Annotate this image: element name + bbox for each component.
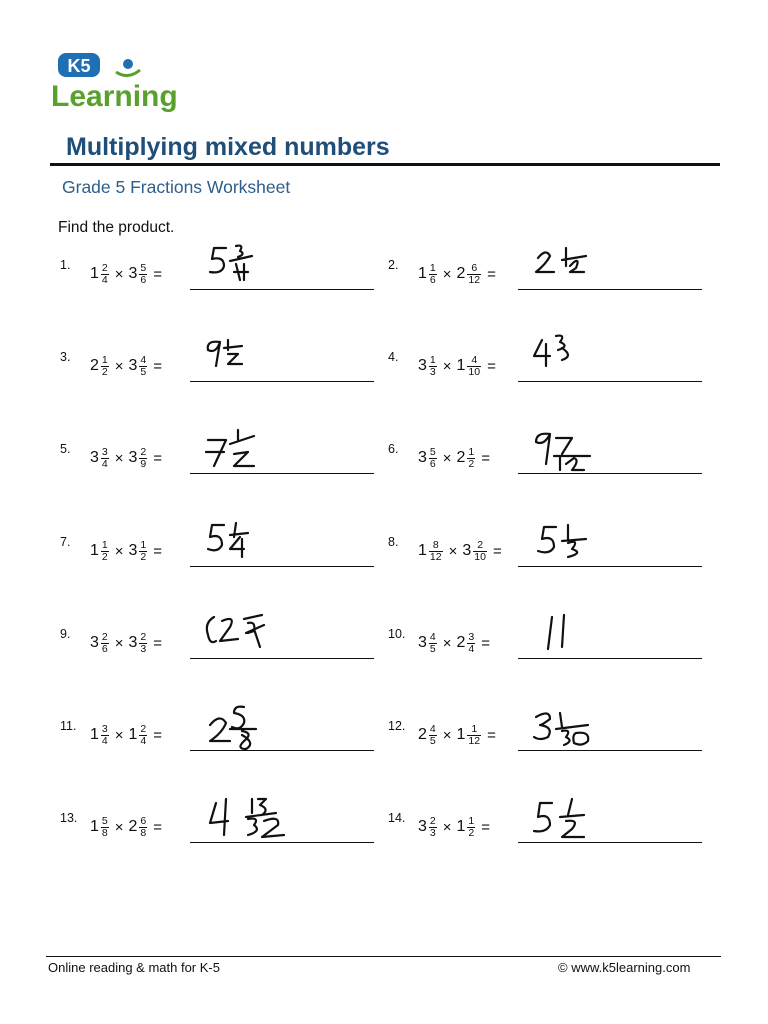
equals-sign: = — [153, 357, 163, 375]
handwriting-strokes — [208, 523, 248, 557]
first-factor-denominator: 2 — [101, 550, 108, 563]
second-factor-numerator: 1 — [468, 814, 475, 827]
problem-expression — [90, 717, 167, 753]
equals-sign: = — [153, 818, 163, 836]
problem-9 — [60, 625, 390, 685]
handwritten-answer — [528, 795, 623, 845]
problem-number: 3. — [60, 350, 71, 364]
first-factor-fraction — [101, 632, 109, 655]
second-factor-fraction — [467, 263, 481, 286]
second-factor-whole: 3 — [128, 357, 138, 374]
problem-expression — [418, 809, 495, 845]
first-factor-fraction — [429, 263, 437, 286]
second-factor-numerator: 2 — [140, 630, 147, 643]
second-factor-numerator: 6 — [140, 814, 147, 827]
second-factor-denominator: 12 — [468, 734, 481, 747]
second-factor-denominator: 4 — [140, 734, 147, 747]
handwriting-strokes — [210, 799, 284, 837]
first-factor-whole: 3 — [418, 357, 427, 374]
first-factor-whole: 3 — [90, 634, 99, 651]
equals-sign: = — [487, 357, 496, 375]
handwritten-answer — [528, 334, 623, 384]
first-factor-whole: 1 — [90, 818, 99, 835]
second-factor-fraction — [467, 355, 481, 378]
problem-number: 7. — [60, 535, 71, 549]
second-factor-denominator: 2 — [140, 550, 147, 563]
first-factor-denominator: 2 — [101, 365, 108, 378]
problem-number: 12. — [388, 719, 406, 733]
second-factor-fraction — [473, 540, 487, 563]
problem-number: 13. — [60, 811, 78, 825]
first-factor-denominator: 6 — [429, 457, 436, 470]
times-sign: × — [114, 449, 124, 467]
handwriting-strokes — [207, 615, 264, 647]
first-factor-numerator: 4 — [429, 722, 436, 735]
second-factor-numerator: 2 — [140, 722, 147, 735]
equals-sign: = — [481, 818, 491, 836]
second-factor-whole: 1 — [128, 726, 138, 743]
second-factor-denominator: 4 — [468, 642, 475, 655]
first-factor-fraction — [429, 724, 437, 747]
times-sign: × — [442, 818, 452, 836]
handwriting-strokes — [534, 799, 584, 837]
second-factor-fraction — [139, 355, 147, 378]
first-factor-denominator: 3 — [429, 365, 436, 378]
handwritten-answer — [528, 519, 623, 569]
first-factor-numerator: 5 — [429, 445, 436, 458]
second-factor-numerator: 3 — [468, 630, 475, 643]
first-factor-numerator: 1 — [429, 261, 436, 274]
handwritten-answer — [200, 519, 295, 569]
second-factor-denominator: 10 — [468, 365, 481, 378]
handwriting-strokes — [536, 248, 586, 272]
k5-learning-logo — [48, 50, 188, 114]
first-factor-whole: 3 — [418, 449, 427, 466]
title-divider — [50, 163, 720, 166]
first-factor-whole: 1 — [418, 542, 427, 559]
problem-expression — [90, 348, 167, 384]
handwritten-answer — [200, 426, 295, 476]
handwritten-answer — [200, 334, 295, 384]
first-factor-numerator: 1 — [101, 353, 108, 366]
second-factor-fraction — [467, 632, 475, 655]
problem-4 — [388, 348, 718, 408]
times-sign: × — [114, 265, 124, 283]
second-factor-numerator: 1 — [471, 722, 478, 735]
second-factor-whole: 1 — [456, 818, 466, 835]
second-factor-fraction — [139, 816, 147, 839]
second-factor-numerator: 4 — [140, 353, 147, 366]
first-factor-denominator: 4 — [101, 734, 108, 747]
problem-number: 6. — [388, 442, 399, 456]
first-factor-whole: 2 — [90, 357, 99, 374]
handwriting-strokes — [210, 707, 256, 749]
first-factor-denominator: 8 — [101, 826, 108, 839]
equals-sign: = — [153, 726, 163, 744]
times-sign: × — [442, 265, 452, 283]
second-factor-fraction — [139, 263, 147, 286]
second-factor-fraction — [467, 447, 475, 470]
problem-number: 11. — [60, 719, 77, 733]
second-factor-denominator: 2 — [468, 826, 475, 839]
second-factor-whole: 2 — [128, 818, 138, 835]
handwriting-strokes — [206, 430, 254, 466]
problem-expression — [90, 533, 167, 569]
equals-sign: = — [487, 265, 496, 283]
problem-expression — [90, 809, 167, 845]
second-factor-numerator: 2 — [477, 538, 484, 551]
second-factor-fraction — [467, 724, 481, 747]
second-factor-fraction — [139, 724, 147, 747]
second-factor-whole: 2 — [456, 449, 466, 466]
second-factor-denominator: 10 — [474, 550, 486, 563]
first-factor-whole: 3 — [418, 634, 427, 651]
second-factor-whole: 3 — [128, 449, 138, 466]
first-factor-denominator: 6 — [101, 642, 108, 655]
times-sign: × — [114, 726, 124, 744]
second-factor-numerator: 1 — [468, 445, 475, 458]
first-factor-numerator: 3 — [101, 445, 108, 458]
problem-number: 4. — [388, 350, 399, 364]
handwriting-strokes — [548, 615, 564, 649]
problem-1 — [60, 256, 390, 316]
second-factor-denominator: 6 — [140, 273, 147, 286]
handwritten-answer — [528, 426, 623, 476]
second-factor-whole: 3 — [128, 634, 138, 651]
problem-number: 9. — [60, 627, 71, 641]
problem-5 — [60, 440, 390, 500]
second-factor-denominator: 3 — [140, 642, 147, 655]
problem-expression — [90, 440, 167, 476]
problem-14 — [388, 809, 718, 869]
first-factor-fraction — [429, 540, 443, 563]
problem-2 — [388, 256, 718, 316]
times-sign: × — [442, 634, 452, 652]
problem-10 — [388, 625, 718, 685]
handwritten-answer — [200, 795, 295, 845]
second-factor-denominator: 12 — [468, 273, 481, 286]
second-factor-denominator: 8 — [140, 826, 147, 839]
first-factor-numerator: 2 — [429, 814, 436, 827]
second-factor-fraction — [139, 447, 147, 470]
first-factor-numerator: 4 — [429, 630, 436, 643]
handwriting-strokes — [534, 336, 568, 366]
first-factor-numerator: 1 — [101, 538, 108, 551]
first-factor-whole: 1 — [90, 265, 99, 282]
second-factor-numerator: 5 — [140, 261, 147, 274]
handwriting-strokes — [208, 340, 242, 366]
equals-sign: = — [487, 726, 496, 744]
first-factor-numerator: 8 — [432, 538, 439, 551]
handwriting-strokes — [534, 713, 588, 745]
problem-expression — [418, 625, 495, 661]
first-factor-fraction — [101, 540, 109, 563]
second-factor-fraction — [139, 632, 147, 655]
footer-left-text: Online reading & math for K-5 — [48, 960, 220, 975]
second-factor-denominator: 9 — [140, 457, 147, 470]
equals-sign: = — [153, 449, 163, 467]
first-factor-fraction — [429, 447, 437, 470]
first-factor-numerator: 1 — [429, 353, 436, 366]
problem-number: 8. — [388, 535, 399, 549]
problem-13 — [60, 809, 390, 869]
second-factor-whole: 3 — [128, 265, 138, 282]
first-factor-fraction — [101, 447, 109, 470]
first-factor-numerator: 2 — [101, 261, 108, 274]
first-factor-numerator: 5 — [101, 814, 108, 827]
second-factor-denominator: 5 — [140, 365, 147, 378]
problem-12 — [388, 717, 718, 777]
handwritten-answer — [528, 611, 623, 661]
equals-sign: = — [481, 449, 491, 467]
problem-number: 5. — [60, 442, 71, 456]
equals-sign: = — [153, 265, 163, 283]
times-sign: × — [448, 542, 458, 560]
second-factor-whole: 1 — [456, 726, 466, 743]
problem-expression — [418, 256, 501, 292]
first-factor-whole: 1 — [90, 726, 99, 743]
first-factor-denominator: 5 — [429, 734, 436, 747]
handwritten-answer — [528, 242, 623, 292]
first-factor-numerator: 2 — [101, 630, 108, 643]
first-factor-numerator: 3 — [101, 722, 108, 735]
equals-sign: = — [153, 542, 163, 560]
second-factor-numerator: 6 — [471, 261, 478, 274]
problem-7 — [60, 533, 390, 593]
footer-right-text: © www.k5learning.com — [558, 960, 691, 975]
problem-number: 10. — [388, 627, 406, 641]
times-sign: × — [114, 634, 124, 652]
times-sign: × — [442, 357, 452, 375]
problem-11 — [60, 717, 390, 777]
second-factor-numerator: 4 — [471, 353, 478, 366]
times-sign: × — [114, 542, 124, 560]
first-factor-denominator: 4 — [101, 457, 108, 470]
page-subtitle: Grade 5 Fractions Worksheet — [62, 177, 291, 197]
problem-expression — [418, 348, 501, 384]
handwriting-strokes — [536, 434, 590, 470]
first-factor-fraction — [429, 816, 437, 839]
times-sign: × — [114, 818, 124, 836]
problem-number: 14. — [388, 811, 406, 825]
times-sign: × — [442, 449, 452, 467]
first-factor-whole: 3 — [90, 449, 99, 466]
problem-number: 2. — [388, 258, 399, 272]
footer-divider — [46, 956, 721, 957]
first-factor-fraction — [101, 263, 109, 286]
instructions-text: Find the product. — [58, 219, 175, 236]
second-factor-denominator: 2 — [468, 457, 475, 470]
first-factor-fraction — [429, 632, 437, 655]
times-sign: × — [114, 357, 124, 375]
first-factor-denominator: 6 — [429, 273, 436, 286]
problem-6 — [388, 440, 718, 500]
first-factor-denominator: 5 — [429, 642, 436, 655]
second-factor-fraction — [467, 816, 475, 839]
problem-expression — [90, 256, 167, 292]
handwritten-answer — [200, 611, 295, 661]
times-sign: × — [442, 726, 452, 744]
first-factor-denominator: 4 — [101, 273, 108, 286]
second-factor-whole: 3 — [462, 542, 472, 559]
svg-text:Learning: Learning — [51, 80, 178, 113]
second-factor-whole: 2 — [456, 634, 466, 651]
problem-number: 1. — [60, 258, 71, 272]
second-factor-numerator: 1 — [140, 538, 147, 551]
handwritten-answer — [528, 703, 623, 753]
first-factor-fraction — [101, 816, 109, 839]
second-factor-fraction — [139, 540, 147, 563]
handwritten-answer — [200, 703, 295, 753]
first-factor-whole: 1 — [90, 542, 99, 559]
first-factor-fraction — [429, 355, 437, 378]
problem-expression — [418, 717, 501, 753]
second-factor-whole: 1 — [456, 357, 466, 374]
first-factor-fraction — [101, 724, 109, 747]
first-factor-fraction — [101, 355, 109, 378]
first-factor-whole: 2 — [418, 726, 427, 743]
first-factor-denominator: 12 — [429, 550, 442, 563]
equals-sign: = — [492, 542, 502, 560]
problem-8 — [388, 533, 718, 593]
first-factor-denominator: 3 — [429, 826, 436, 839]
problem-expression — [418, 533, 507, 569]
svg-text:K5: K5 — [67, 56, 91, 76]
first-factor-whole: 1 — [418, 265, 427, 282]
page-title: Multiplying mixed numbers — [66, 133, 390, 161]
problem-expression — [90, 625, 167, 661]
problem-3 — [60, 348, 390, 408]
problem-expression — [418, 440, 495, 476]
handwriting-strokes — [538, 525, 586, 557]
handwriting-strokes — [210, 246, 252, 280]
second-factor-whole: 2 — [456, 265, 466, 282]
equals-sign: = — [153, 634, 163, 652]
handwritten-answer — [200, 242, 295, 292]
equals-sign: = — [481, 634, 491, 652]
second-factor-numerator: 2 — [140, 445, 147, 458]
second-factor-whole: 3 — [128, 542, 138, 559]
first-factor-whole: 3 — [418, 818, 427, 835]
